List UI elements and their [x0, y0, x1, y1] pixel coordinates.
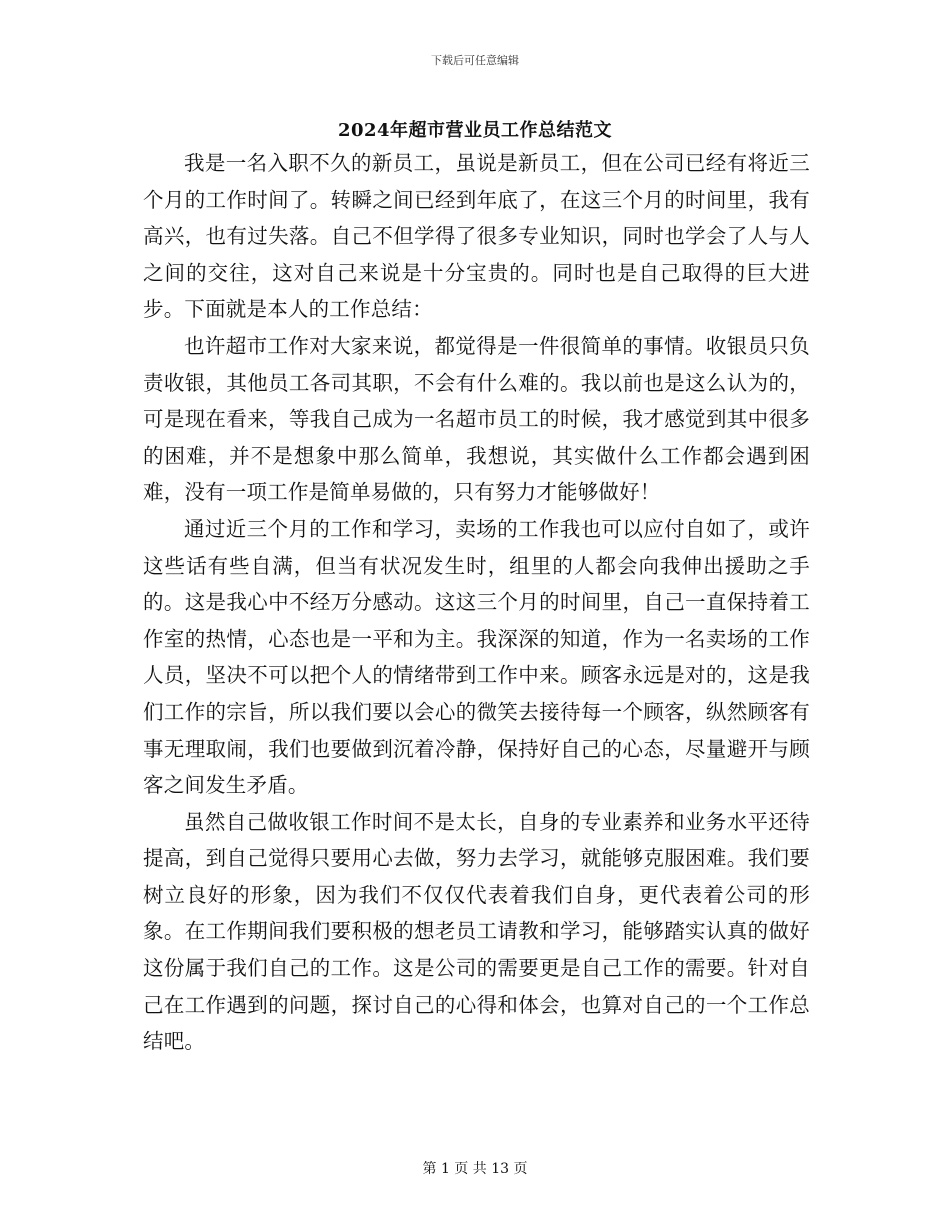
paragraph-1: 我是一名入职不久的新员工，虽说是新员工，但在公司已经有将近三个月的工作时间了。转瞬之间已经到年底了，在这三个月的时间里，我有高兴，也有过失落。自己不但学得了很多专业知识，同时也学会了人与人之间的交往，这对自己来说是十分宝贵的。同时也是自己取得的巨大进步。下面就是本人的工作总结： — [143, 151, 810, 322]
document-title: 2024年超市营业员工作总结范文 — [337, 120, 613, 141]
header-note: 下载后可任意编辑 — [431, 54, 519, 67]
document-body — [143, 145, 810, 1060]
page-number: 第 1 页 共 13 页 — [422, 1161, 528, 1177]
paragraph-4: 虽然自己做收银工作时间不是太长，自身的专业素养和业务水平还待提高，到自己觉得只要用心去做，努力去学习，就能够克服困难。我们要树立良好的形象，因为我们不仅仅代表着我们自身，更代表着公司的形象。在工作期间我们要积极的想老员工请教和学习，能够踏实认真的做好这份属于我们自己的工作。这是公司的需要更是自己工作的需要。针对自己在工作遇到的问题，探讨自己的心得和体会，也算对自己的一个工作总结吧。 — [143, 809, 810, 1054]
paragraph-3: 通过近三个月的工作和学习，卖场的工作我也可以应付自如了，或许这些话有些自满，但当有状况发生时，组里的人都会向我伸出援助之手的。这是我心中不经万分感动。这这三个月的时间里，自己一直保持着工作室的热情，心态也是一平和为主。我深深的知道，作为一名卖场的工作人员，坚决不可以把个人的情绪带到工作中来。顾客永远是对的，这是我们工作的宗旨，所以我们要以会心的微笑去接待每一个顾客，纵然顾客有事无理取闹，我们也要做到沉着冷静，保持好自己的心态，尽量避开与顾客之间发生矛盾。 — [143, 516, 810, 798]
paragraph-2: 也许超市工作对大家来说，都觉得是一件很简单的事情。收银员只负责收银，其他员工各司其职，不会有什么难的。我以前也是这么认为的，可是现在看来，等我自己成为一名超市员工的时候，我才感觉到其中很多的困难，并不是想象中那么简单，我想说，其实做什么工作都会遇到困难，没有一项工作是简单易做的，只有努力才能够做好！ — [143, 333, 810, 505]
